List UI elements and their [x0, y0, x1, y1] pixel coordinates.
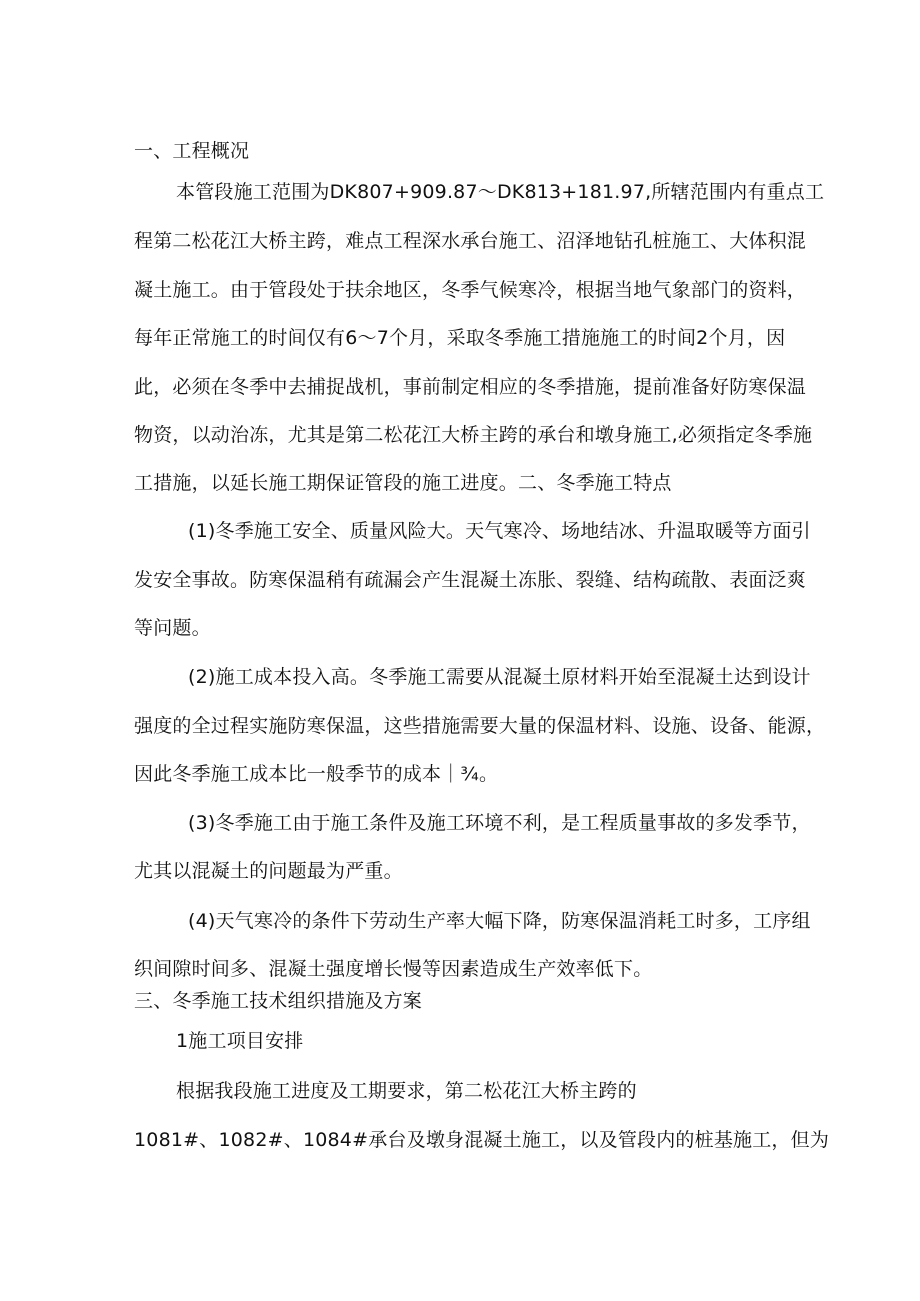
list-item-line: 强度的全过程实施防寒保温，这些措施需要大量的保温材料、设施、设备、能源， [134, 715, 826, 737]
paragraph-line: 此，必须在冬季中去捕捉战机，事前制定相应的冬季措施，提前准备好防寒保温 [134, 376, 807, 398]
paragraph-line: 物资，以动治冻，尤其是第二松花江大桥主跨的承台和墩身施工,必须指定冬季施 [134, 424, 813, 446]
paragraph-line: 本管段施工范围为DK807+909.87〜DK813+181.97,所辖范围内有重点工 [176, 181, 825, 203]
paragraph-line: 工措施，以延长施工期保证管段的施工进度。二、冬季施工特点 [134, 472, 672, 494]
subheading-project-arrangement: 1施工项目安排 [176, 1030, 304, 1052]
section-heading-measures: 三、冬季施工技术组织措施及方案 [134, 990, 423, 1012]
list-item-line: 发安全事故。防寒保温稍有疏漏会产生混凝土冻胀、裂缝、结构疏散、表面泛爽 [134, 569, 807, 591]
list-item-line: 织间隙时间多、混凝土强度增长慢等因素造成生产效率低下。 [134, 958, 653, 980]
paragraph-line: 每年正常施工的时间仅有6〜7个月，采取冬季施工措施施工的时间2个月，因 [134, 327, 786, 349]
paragraph-line: 1081#、1082#、1084#承台及墩身混凝土施工，以及管段内的桩基施工，但为 [134, 1129, 830, 1151]
list-item-line: (4)天气寒冷的条件下劳动生产率大幅下降，防寒保温消耗工时多，工序组 [188, 910, 811, 932]
list-item-line: (1)冬季施工安全、质量风险大。天气寒冷、场地结冰、升温取暖等方面引 [188, 520, 811, 542]
list-item-line: 尤其以混凝土的问题最为严重。 [134, 860, 403, 882]
list-item-line: 等问题。 [134, 617, 211, 639]
list-item-line: (3)冬季施工由于施工条件及施工环境不利，是工程质量事故的多发季节， [188, 812, 811, 834]
list-item-line: (2)施工成本投入高。冬季施工需要从混凝土原材料开始至混凝土达到设计 [188, 666, 811, 688]
paragraph-line: 凝土施工。由于管段处于扶余地区，冬季气候寒冷，根据当地气象部门的资料， [134, 279, 807, 301]
paragraph-line: 根据我段施工进度及工期要求，第二松花江大桥主跨的 [176, 1080, 637, 1102]
section-heading-overview: 一、工程概况 [134, 140, 250, 162]
paragraph-line: 程第二松花江大桥主跨，难点工程深水承台施工、沼泽地钻孔桩施工、大体积混 [134, 230, 807, 252]
list-item-line: 因此冬季施工成本比一般季节的成本｜¾。 [134, 763, 499, 785]
